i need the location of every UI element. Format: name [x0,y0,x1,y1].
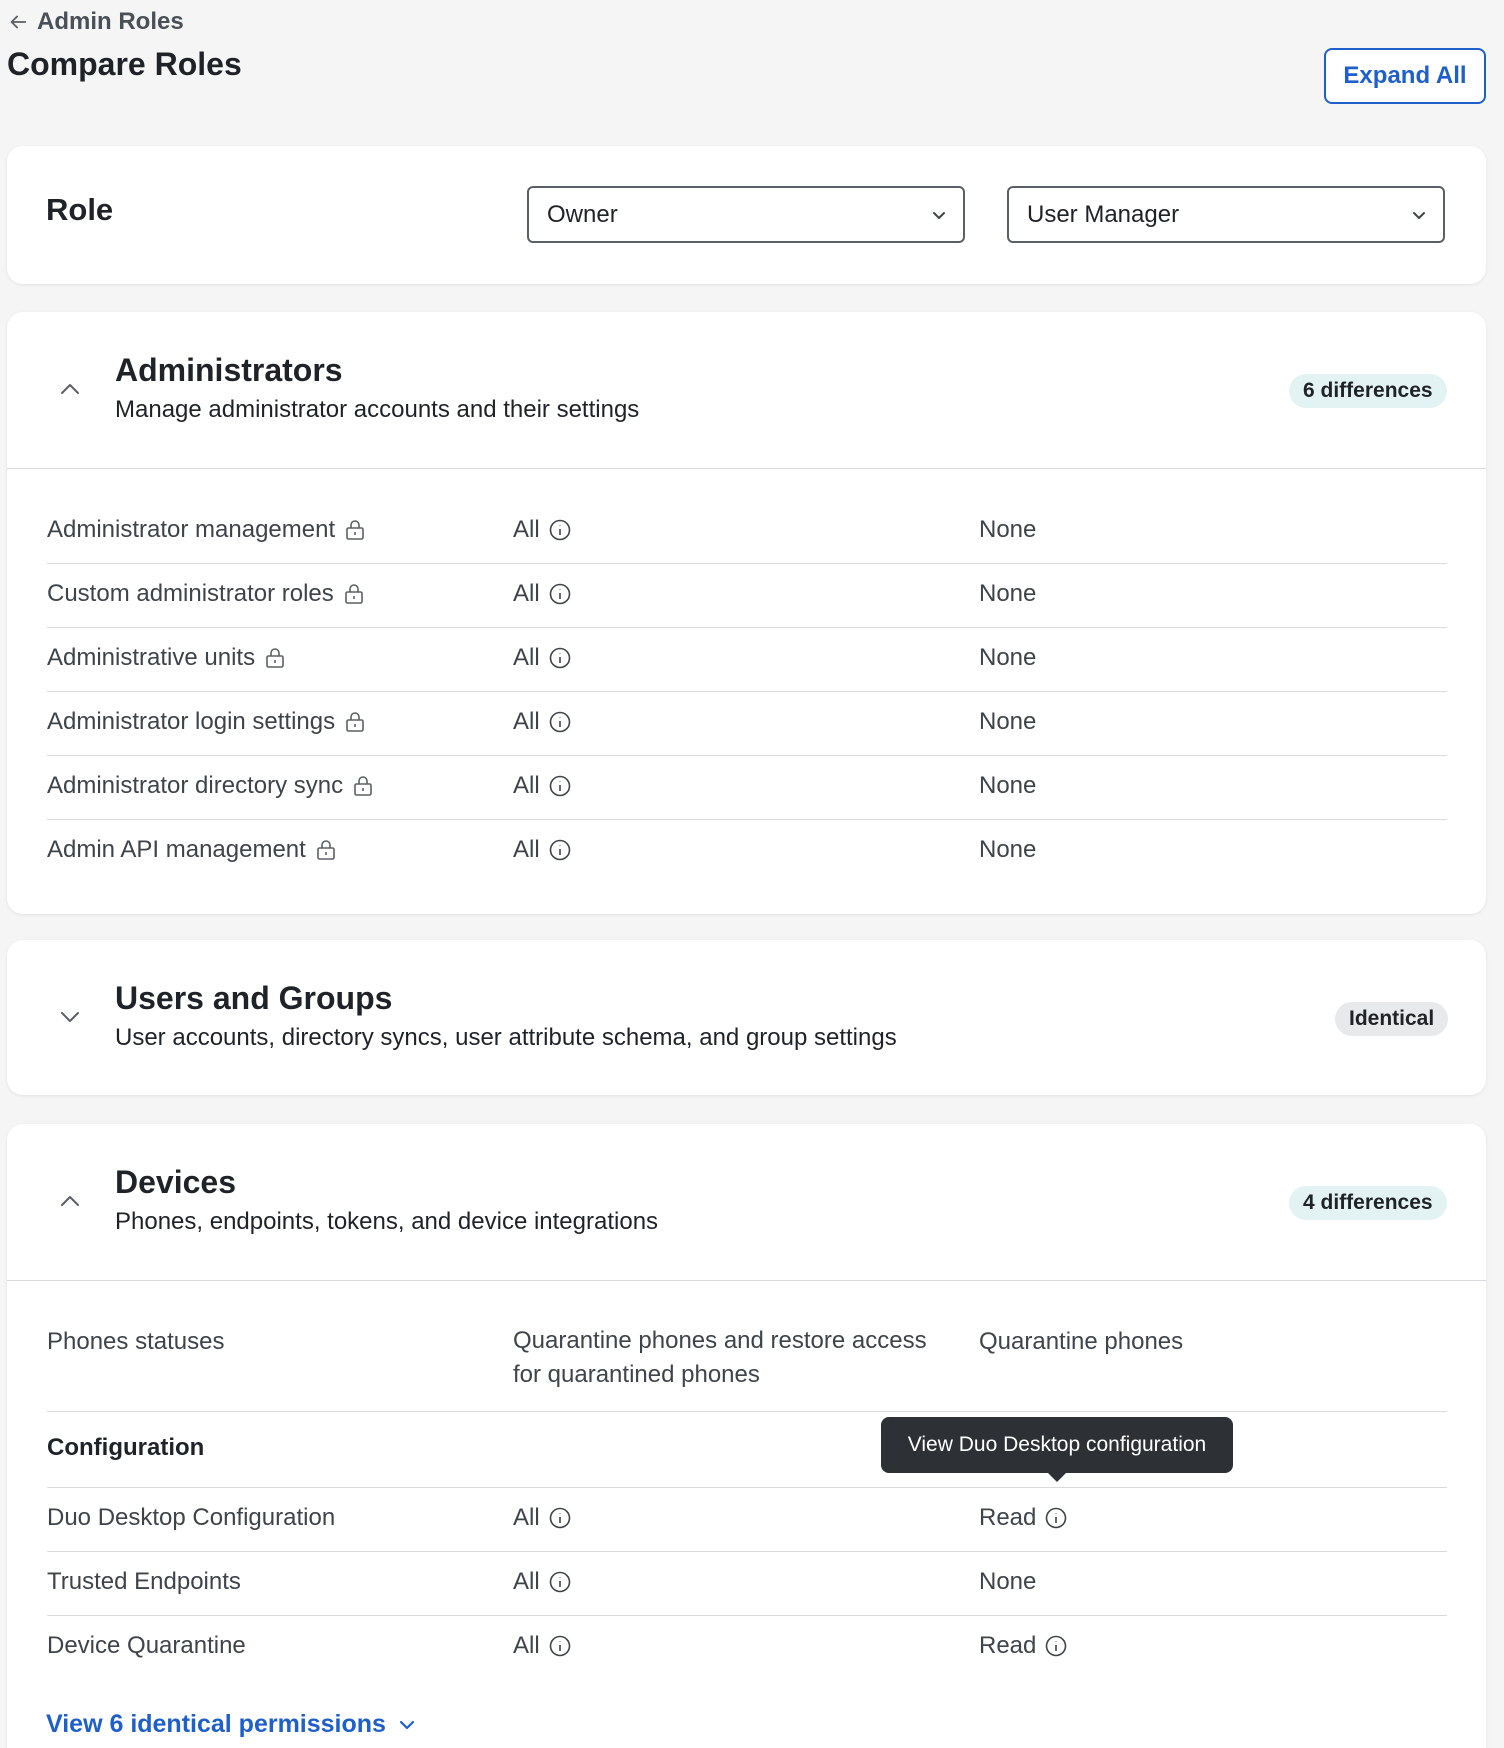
table-row [47,1552,1447,1616]
left-value: Quarantine phones and restore access for quarantined phones [513,1327,927,1388]
left-value: All [513,1568,540,1595]
permission-name: Custom administrator roles [47,580,334,607]
lock-icon [351,774,375,798]
right-value: Read [979,1632,1037,1659]
permission-name: Device Quarantine [47,1632,246,1659]
users-groups-title: Users and Groups [115,980,393,1016]
info-icon[interactable] [548,1634,572,1658]
table-row [47,1312,1447,1412]
chevron-down-icon [396,1714,418,1736]
table-row [47,500,1447,564]
info-icon[interactable] [548,1506,572,1530]
right-value: None [979,516,1037,543]
role-select-right-value: User Manager [1027,200,1180,228]
permission-name: Trusted Endpoints [47,1568,241,1595]
differences-badge: 4 differences [1289,1186,1447,1220]
permission-name: Administrator login settings [47,708,336,735]
configuration-subhead: Configuration [47,1434,205,1461]
chevron-down-icon[interactable] [55,1002,85,1032]
right-value: None [979,708,1037,735]
right-value: None [979,644,1037,671]
table-row [47,628,1447,692]
chevron-up-icon[interactable] [55,374,85,404]
info-icon[interactable] [548,582,572,606]
left-value: All [513,580,540,607]
table-row [47,1616,1447,1680]
info-icon[interactable] [1044,1634,1068,1658]
lock-icon [314,838,338,862]
devices-description: Phones, endpoints, tokens, and device integrations [115,1208,659,1235]
left-value: All [513,1504,540,1531]
left-value: All [513,644,540,671]
permission-name: Duo Desktop Configuration [47,1504,336,1531]
tooltip: View Duo Desktop configuration [881,1417,1233,1473]
role-select-left-value: Owner [547,200,618,228]
lock-icon [342,582,366,606]
left-value: All [513,836,540,863]
arrow-left-icon [7,11,29,33]
back-link[interactable] [7,8,184,36]
administrators-description: Manage administrator accounts and their settings [115,396,640,423]
identical-badge: Identical [1335,1002,1448,1036]
right-value: None [979,836,1037,863]
section-divider [7,1280,1486,1281]
expand-all-button[interactable]: Expand All [1324,48,1486,104]
info-icon[interactable] [548,518,572,542]
permission-name: Administrative units [47,644,256,671]
table-row [47,820,1447,884]
info-icon[interactable] [548,774,572,798]
lock-icon [343,710,367,734]
subsection-row [47,1412,1447,1488]
administrators-section [7,312,1486,914]
permission-name: Phones statuses [47,1328,225,1355]
left-value: All [513,516,540,543]
right-value: Quarantine phones [979,1328,1184,1355]
role-label: Role [46,192,114,227]
users-groups-description: User accounts, directory syncs, user attribute schema, and group settings [115,1024,897,1051]
permission-name: Administrator management [47,516,336,543]
administrators-title: Administrators [115,352,343,388]
info-icon[interactable] [548,1570,572,1594]
permission-name: Admin API management [47,836,306,863]
permission-name: Administrator directory sync [47,772,344,799]
right-value: Read [979,1504,1037,1531]
chevron-up-icon[interactable] [55,1186,85,1216]
section-divider [7,468,1486,469]
role-select-left[interactable] [527,186,965,243]
left-value: All [513,708,540,735]
differences-badge: 6 differences [1289,374,1447,408]
lock-icon [343,518,367,542]
info-icon[interactable] [1044,1506,1068,1530]
page-title: Compare Roles [7,46,242,82]
right-value: None [979,580,1037,607]
chevron-down-icon [929,205,949,225]
users-groups-section [7,940,1486,1095]
role-card [7,146,1486,284]
left-value: All [513,772,540,799]
chevron-down-icon [1409,205,1429,225]
right-value: None [979,1568,1037,1595]
view-identical-permissions-link[interactable] [46,1710,418,1739]
info-icon[interactable] [548,646,572,670]
table-row [47,756,1447,820]
devices-title: Devices [115,1164,236,1200]
info-icon[interactable] [548,710,572,734]
table-row [47,564,1447,628]
table-row [47,1488,1447,1552]
right-value: None [979,772,1037,799]
left-value: All [513,1632,540,1659]
lock-icon [263,646,287,670]
back-link-label: Admin Roles [37,8,184,35]
view-identical-permissions-label: View 6 identical permissions [46,1710,386,1738]
role-select-right[interactable] [1007,186,1445,243]
table-row [47,692,1447,756]
devices-section [7,1124,1486,1748]
info-icon[interactable] [548,838,572,862]
